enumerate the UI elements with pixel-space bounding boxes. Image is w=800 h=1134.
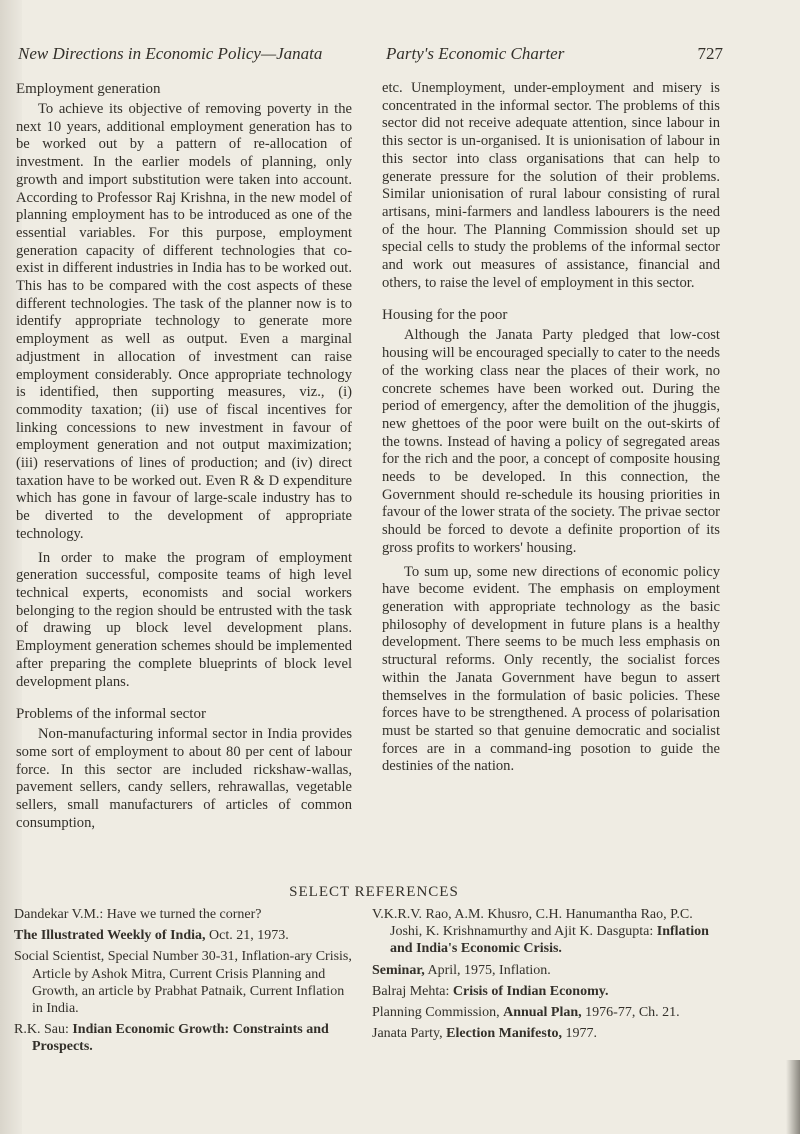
paragraph: Non-manufacturing informal sector in India provides some sort of employment to about 80 per cent of labour force. In this sector are included rickshaw-wallas, pavement sellers, candy sellers, rehrawallas, vegetable sellers, small manufacturers of articles of common consumption,: [16, 726, 352, 831]
reference-item: [14, 1021, 352, 1055]
running-head-right: Party's Economic Charter: [386, 44, 565, 63]
paragraph: Although the Janata Party pledged that low-cost housing will be encouraged specially to cater to the needs of the working class near the places of their work, no concrete schemes have been worked out. During the period of emergency, after the demolition of the jhuggis, new ghettoes of the poor were built on the out-skirts of the towns. Instead of having a policy of segregated areas for the rich and the poor, a concept of composite housing needs to be developed. In this connection, the Government should re-schedule its housing priorities in favour of the lower strata of the society. The privae sector should be forced to devote a definite proportion of its gross profits to workers' housing.: [382, 327, 720, 556]
reference-item: [372, 983, 718, 1000]
references-right: [372, 906, 718, 1046]
ref-lead: Janata Party,: [372, 1026, 447, 1042]
ref-lead: Planning Commission,: [372, 1005, 504, 1021]
section-heading-informal-sector: Problems of the informal sector: [16, 706, 206, 723]
ref-tail: 1976-77, Ch. 21.: [581, 1005, 680, 1021]
references-title: SELECT REFERENCES: [289, 884, 459, 900]
section-heading-housing: Housing for the poor: [382, 307, 508, 324]
reference-item: [372, 1004, 718, 1021]
page-corner-shadow: [786, 1060, 800, 1134]
ref-bold: Indian Economic Growth: Constraints and Prospects.: [32, 1022, 329, 1055]
ref-tail: April, 1975, Inflation.: [424, 962, 551, 978]
paragraph: To sum up, some new directions of economic policy have become evident. The emphasis on employment generation with appropriate technology as the basic philosophy of development in future plans is a healthy development. There seems to be much less emphasis on structural reforms. Only recently, the socialist forces within the Janata Government have begun to assert themselves in the formulation of basic policies. These forces have to be strengthened. A process of polarisation must be started so that genuine democratic and socialist forces are in a command-ing posotion to guide the destinies of the nation.: [382, 563, 720, 775]
ref-bold: The Illustrated Weekly of India,: [14, 928, 206, 944]
ref-tail: Oct. 21, 1973.: [205, 928, 289, 944]
ref-lead: Social Scientist, Special Number 30-31, Inflation-ary Crisis, Article by Ashok Mitra, Current Crisis Planning and Growth, an article by Prabhat Patnaik, Current Inflation in India.: [14, 949, 352, 1017]
ref-bold: Inflation and India's Economic Crisis.: [390, 924, 709, 957]
reference-item: [372, 906, 718, 958]
ref-lead: Balraj Mehta:: [372, 983, 453, 999]
running-head: [18, 44, 723, 70]
reference-item: [14, 927, 352, 944]
paragraph: In order to make the program of employment generation successful, composite teams of high level technical experts, economists and social workers belonging to the region should be entrusted with the task of drawing up block level development plans. Employment generation schemes should be implemented after preparing the complete blueprints of block level development plans.: [16, 549, 352, 690]
paragraph: To achieve its objective of removing poverty in the next 10 years, additional employment generation has to be worked out by a pattern of re-allocation of investment. In the earlier models of planning, only growth and import substitution were taken into account. According to Professor Raj Krishna, in the new model of planning employment has to be introduced as one of the essential variables. For this purpose, employment generation capacity of different technologies that co-exist in different industries in India has to be worked out. This has to be compared with the cost aspects of these different technologies. The task of the planner now is to identify appropriate technology to generate more employment as well as output. Even a marginal adjustment in allocation of investment can raise employment considerably. Once appropriate technology is identified, then supporting measures, viz., (i) commodity taxation; (ii) use of fiscal incentives for linking concessions to new investment in favour of employment generation and not output maximization; (iii) reservations of lines of production; and (iv) direct taxation have to be worked out. Even R & D expenditure which has gone in favour of large-scale industry has to be diverted to the development of appropriate technology.: [16, 101, 352, 542]
ref-bold: Annual Plan,: [503, 1005, 582, 1021]
ref-bold: Seminar,: [372, 962, 425, 978]
section-heading-employment: Employment generation: [16, 81, 161, 97]
ref-lead: V.K.R.V. Rao, A.M. Khusro, C.H. Hanumantha Rao, P.C. Joshi, K. Krishnamurthy and Ajit K. Dasgupta:: [372, 907, 693, 940]
ref-tail: 1977.: [562, 1026, 597, 1042]
ref-lead: Dandekar V.M.: Have we turned the corner?: [14, 907, 262, 922]
ref-bold: Election Manifesto,: [446, 1026, 562, 1042]
references-left: [14, 906, 352, 1060]
reference-item: [372, 962, 718, 979]
running-head-left: New Directions in Economic Policy—Janata: [18, 44, 323, 63]
paragraph-continuation: etc. Unemployment, under-employment and misery is concentrated in the informal sector. The problems of this sector did not receive adequate attention, since labour in this sector is un-organised. It is unionisation of labour in this sector into class organisations that can help to generate pressure for the solution of their problems. Similar unionisation of rural labour consisting of rural artisans, mini-farmers and landless labourers is the need of the hour. The Planning Commission should set up special cells to study the problems of the informal sector and work out measures of assistance, financial and others, to raise the level of employment in this sector.: [382, 80, 720, 291]
reference-item: [372, 1025, 718, 1042]
reference-item: [14, 948, 352, 1017]
page-number: 727: [697, 44, 723, 63]
right-column: [382, 80, 720, 782]
ref-bold: Crisis of Indian Economy.: [452, 983, 609, 999]
reference-item: [14, 906, 352, 923]
ref-lead: R.K. Sau:: [14, 1022, 73, 1038]
left-column: [16, 80, 352, 838]
